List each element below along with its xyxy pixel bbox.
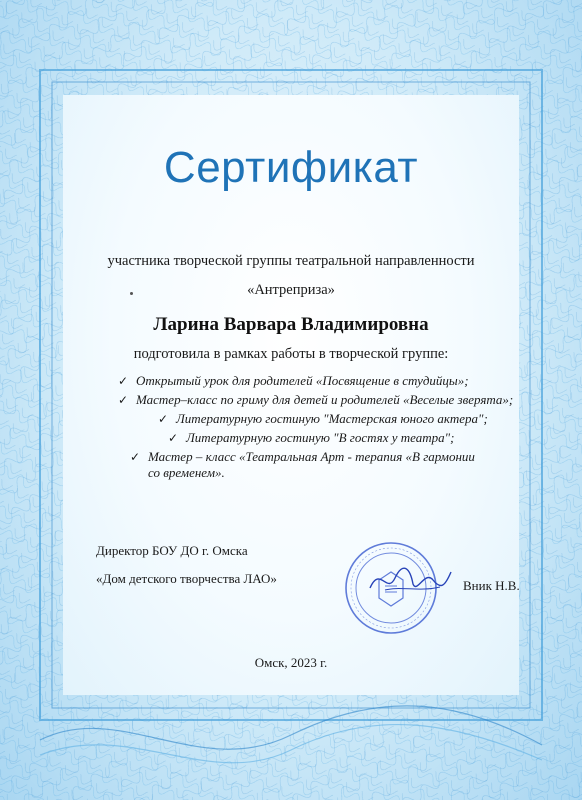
list-item: [118, 373, 538, 389]
list-item-text: Литературную гостиную "Мастерская юного актера";: [176, 411, 488, 426]
list-item: [118, 392, 538, 408]
check-icon: ✓: [168, 431, 179, 445]
list-item-text: Открытый урок для родителей «Посвящение в студийцы»;: [136, 373, 469, 388]
intro-text: подготовила в рамках работы в творческой группе:: [133, 346, 449, 362]
organization-name: «Дом детского творчества ЛАО»: [96, 571, 277, 586]
check-icon: ✓: [118, 393, 129, 407]
certificate-subtitle: участника творческой группы театральной направленности: [107, 253, 475, 269]
recipient-name: Ларина Варвара Владимировна: [153, 314, 429, 335]
list-item-text: Литературную гостиную "В гостях у театра";: [186, 430, 455, 445]
director-title: Директор БОУ ДО г. Омска: [96, 543, 248, 558]
check-icon: ✓: [130, 450, 141, 464]
activity-list: [118, 373, 538, 484]
list-item: [118, 411, 538, 427]
group-name: «Антреприза»: [247, 282, 335, 298]
place-date: Омск, 2023 г.: [254, 655, 328, 670]
check-icon: ✓: [158, 412, 169, 426]
list-item-text: Мастер–класс по гриму для детей и родителей «Веселые зверята»;: [136, 392, 514, 407]
list-item: [118, 430, 538, 446]
list-item-text: Мастер – класс «Театральная Арт - терапия «В гармонии со временем».: [148, 449, 475, 480]
signatory-name: Вник Н.В.: [463, 578, 520, 593]
check-icon: ✓: [118, 374, 129, 388]
certificate-title: Сертификат: [163, 143, 419, 192]
handwritten-signature: [365, 560, 455, 600]
list-item: [118, 449, 488, 481]
